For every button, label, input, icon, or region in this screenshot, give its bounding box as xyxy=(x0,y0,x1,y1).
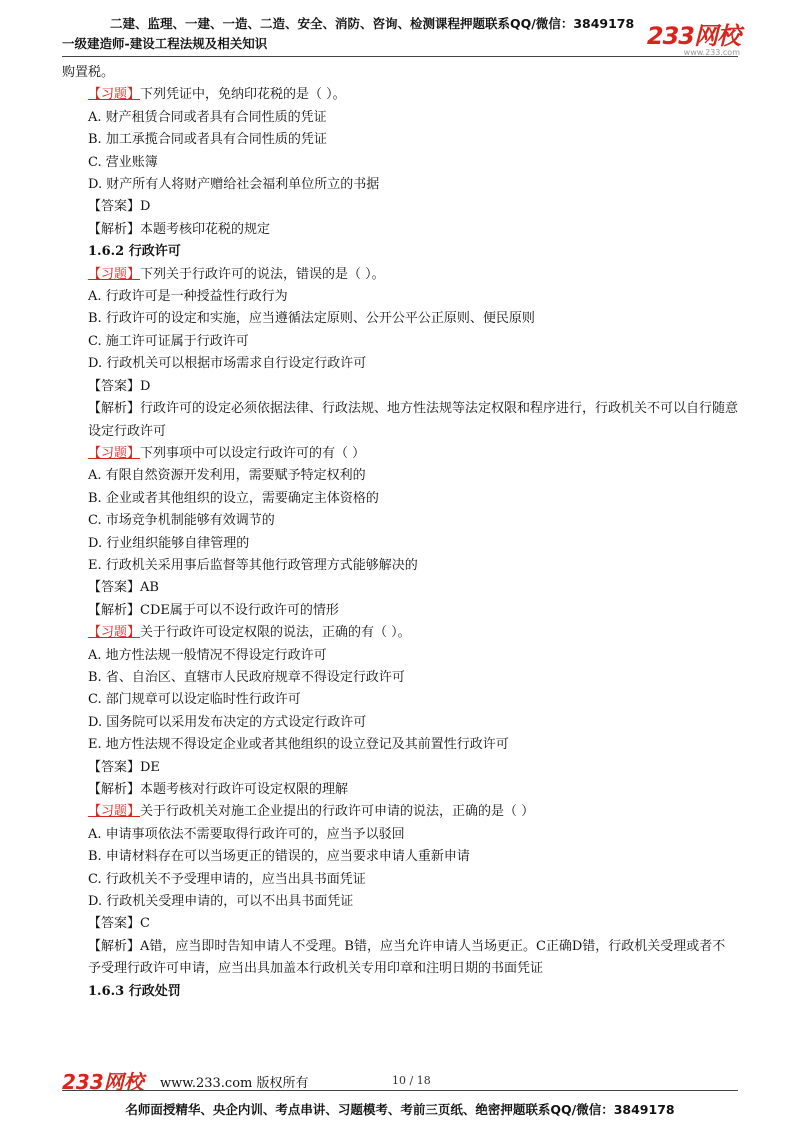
option: A. 地方性法规一般情况不得设定行政许可 xyxy=(88,647,327,663)
question-stem xyxy=(62,622,738,644)
header-logo-text: 233网校 xyxy=(646,22,740,50)
option: D. 行政机关可以根据市场需求自行设定行政许可 xyxy=(88,356,367,372)
question-tag: 【习题】 xyxy=(88,625,141,641)
section-heading: 1.6.2 行政许可 xyxy=(88,244,181,260)
question-tag: 【习题】 xyxy=(88,804,141,820)
option: E. 地方性法规不得设定企业或者其他组织的设立登记及其前置性行政许可 xyxy=(88,737,509,753)
option: E. 行政机关采用事后监督等其他行政管理方式能够解决的 xyxy=(88,557,418,573)
option: B. 申请材料存在可以当场更正的错误的，应当要求申请人重新申请 xyxy=(88,849,470,865)
answer: 【答案】AB xyxy=(88,580,159,596)
header-logo-site: www.233.com xyxy=(683,48,740,57)
option: B. 行政许可的设定和实施，应当遵循法定原则、公开公平公正原则、便民原则 xyxy=(88,311,535,327)
question-tag: 【习题】 xyxy=(88,445,141,461)
question-tag: 【习题】 xyxy=(88,87,141,103)
header-logo xyxy=(647,16,740,57)
footer-divider xyxy=(62,1090,738,1091)
section-heading: 1.6.3 行政处罚 xyxy=(88,983,181,999)
answer: 【答案】D xyxy=(88,199,151,215)
header-divider xyxy=(62,56,738,57)
document-body xyxy=(62,62,738,1003)
question-text: 关于行政机关对施工企业提出的行政许可申请的说法，正确的是（ ） xyxy=(140,804,535,820)
option: D. 国务院可以采用发布决定的方式设定行政许可 xyxy=(88,714,367,730)
option: D. 财产所有人将财产赠给社会福利单位所立的书据 xyxy=(88,177,380,193)
page-number: 10 / 18 xyxy=(392,1074,431,1087)
option: C. 部门规章可以设定临时性行政许可 xyxy=(88,692,301,708)
question-text: 下列关于行政许可的说法，错误的是（ ）。 xyxy=(140,266,385,282)
explanation: 【解析】A错，应当即时告知申请人不受理。B错，应当允许申请人当场更正。C正确D错，行政机关受理或者不予受理行政许可申请，应当出具加盖本行政机关专用印章和注明日期的书面凭证 xyxy=(88,938,726,977)
footer-logo: 233网校 xyxy=(62,1070,144,1094)
question-text: 下列事项中可以设定行政许可的有（ ） xyxy=(140,445,366,461)
explanation: 【解析】本题考核对行政许可设定权限的理解 xyxy=(88,782,349,797)
question-stem xyxy=(62,443,738,465)
option: D. 行业组织能够自律管理的 xyxy=(88,535,250,551)
explanation: 【解析】CDE属于可以不设行政许可的情形 xyxy=(88,602,339,618)
footer-promo-line: 名师面授精华、央企内训、考点串讲、习题模考、考前三页纸、绝密押题联系QQ/微信：3849178 xyxy=(125,1102,675,1117)
option: C. 施工许可证属于行政许可 xyxy=(88,333,249,349)
option: C. 营业账簿 xyxy=(88,154,158,170)
option: C. 行政机关不予受理申请的，应当出具书面凭证 xyxy=(88,871,366,887)
header-subject-title: 一级建造师-建设工程法规及相关知识 xyxy=(62,36,268,51)
option: A. 行政许可是一种授益性行政行为 xyxy=(88,289,288,305)
question-stem xyxy=(62,84,738,106)
footer-copyright: www.233.com 版权所有 xyxy=(160,1076,309,1091)
option: D. 行政机关受理申请的，可以不出具书面凭证 xyxy=(88,894,354,910)
option: B. 加工承揽合同或者具有合同性质的凭证 xyxy=(88,132,327,148)
option: B. 省、自治区、直辖市人民政府规章不得设定行政许可 xyxy=(88,669,405,685)
option: A. 财产租赁合同或者具有合同性质的凭证 xyxy=(88,109,327,125)
question-tag: 【习题】 xyxy=(88,266,141,282)
answer: 【答案】DE xyxy=(88,759,160,775)
option: C. 市场竞争机制能够有效调节的 xyxy=(88,513,275,529)
question-stem xyxy=(62,264,738,286)
text-line: 购置税。 xyxy=(62,65,115,80)
question-text: 关于行政许可设定权限的说法，正确的有（ ）。 xyxy=(140,625,411,641)
explanation: 【解析】行政许可的设定必须依据法律、行政法规、地方性法规等法定权限和程序进行，行政机关不可以自行随意设定行政许可 xyxy=(88,401,739,439)
option: A. 申请事项依法不需要取得行政许可的，应当予以驳回 xyxy=(88,826,405,842)
question-text: 下列凭证中，免纳印花税的是（ ）。 xyxy=(140,87,346,103)
answer: 【答案】D xyxy=(88,378,151,394)
answer: 【答案】C xyxy=(88,916,150,932)
question-stem xyxy=(62,801,738,823)
header-contact-line: 二建、监理、一建、一造、二造、安全、消防、咨询、检测课程押题联系QQ/微信：3849178 xyxy=(110,16,635,31)
explanation: 【解析】本题考核印花税的规定 xyxy=(88,221,271,237)
option: B. 企业或者其他组织的设立，需要确定主体资格的 xyxy=(88,490,379,506)
option: A. 有限自然资源开发利用，需要赋予特定权利的 xyxy=(88,468,366,484)
